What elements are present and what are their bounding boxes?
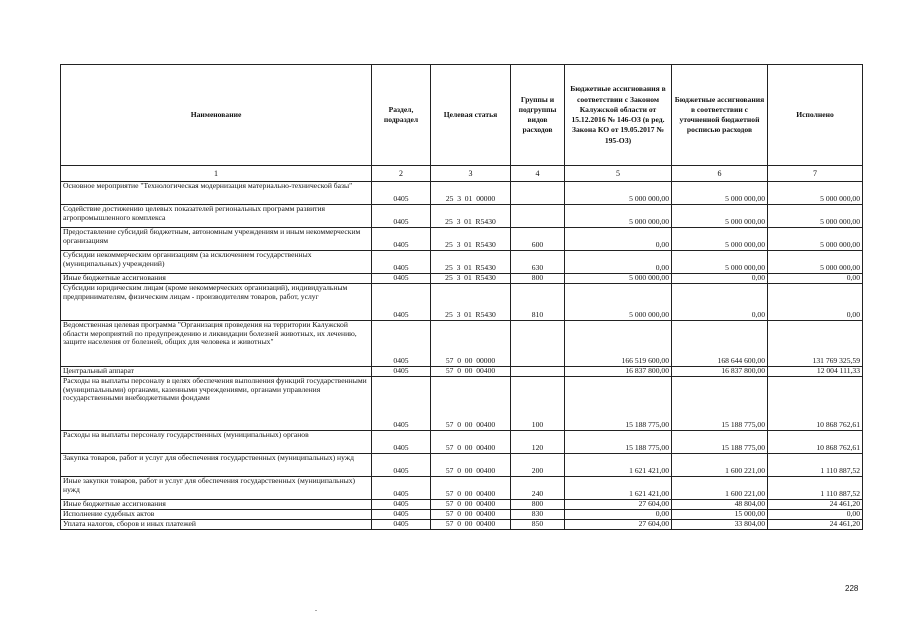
row-group	[511, 367, 565, 377]
row-refined: 1 600 221,00	[672, 477, 768, 500]
row-executed: 10 868 762,61	[768, 377, 863, 431]
row-article: 57 0 00 00400	[431, 454, 511, 477]
row-executed: 24 461,20	[768, 520, 863, 530]
row-name: Расходы на выплаты персоналу в целях обеспечения выполнения функций государственными (муниципальными) органами, казенными учреждениями, органами управления государственными внебюджетными фондами	[61, 377, 372, 431]
row-executed: 0,00	[768, 274, 863, 284]
row-name: Иные бюджетные ассигнования	[61, 274, 372, 284]
row-assigned: 5 000 000,00	[565, 284, 672, 321]
header-assigned: Бюджетные ассигнования в соответствии с Законом Калужской области от 15.12.2016 № 146-ОЗ (в ред. Закона КО от 19.05.2017 № 195-ОЗ)	[565, 65, 672, 166]
row-group: 850	[511, 520, 565, 530]
row-assigned: 0,00	[565, 251, 672, 274]
column-number: 4	[511, 166, 565, 182]
row-article: 25 3 01 R5430	[431, 205, 511, 228]
row-executed: 5 000 000,00	[768, 228, 863, 251]
row-name: Субсидии юридическим лицам (кроме некоммерческих организаций), индивидуальным предпринимателям, физическим лицам - производителям товаров, работ, услуг	[61, 284, 372, 321]
row-group: 800	[511, 274, 565, 284]
row-group: 120	[511, 431, 565, 454]
row-group	[511, 182, 565, 205]
row-name: Иные закупки товаров, работ и услуг для обеспечения государственных (муниципальных) нужд	[61, 477, 372, 500]
row-section: 0405	[372, 274, 431, 284]
row-executed: 1 110 887,52	[768, 454, 863, 477]
row-refined: 15 188 775,00	[672, 431, 768, 454]
table-row	[61, 510, 863, 520]
row-name: Субсидии некоммерческим организациям (за исключением государственных (муниципальных) учреждений)	[61, 251, 372, 274]
row-refined: 16 837 800,00	[672, 367, 768, 377]
row-executed: 24 461,20	[768, 500, 863, 510]
table-body	[61, 182, 863, 530]
row-name: Уплата налогов, сборов и иных платежей	[61, 520, 372, 530]
row-name: Основное мероприятие "Технологическая модернизация материально-технической базы"	[61, 182, 372, 205]
row-article: 57 0 00 00400	[431, 431, 511, 454]
table-row	[61, 228, 863, 251]
row-section: 0405	[372, 321, 431, 367]
header-group: Группы и подгруппы видов расходов	[511, 65, 565, 166]
row-section: 0405	[372, 228, 431, 251]
row-section: 0405	[372, 454, 431, 477]
row-assigned: 5 000 000,00	[565, 205, 672, 228]
row-article: 25 3 01 R5430	[431, 228, 511, 251]
row-group: 810	[511, 284, 565, 321]
row-assigned: 5 000 000,00	[565, 182, 672, 205]
column-number: 7	[768, 166, 863, 182]
table-row	[61, 377, 863, 431]
column-number: 3	[431, 166, 511, 182]
row-refined: 5 000 000,00	[672, 205, 768, 228]
row-executed: 5 000 000,00	[768, 182, 863, 205]
row-article: 25 3 01 R5430	[431, 251, 511, 274]
header-article: Целевая статья	[431, 65, 511, 166]
row-article: 57 0 00 00400	[431, 377, 511, 431]
row-group: 830	[511, 510, 565, 520]
row-article: 57 0 00 00000	[431, 321, 511, 367]
table-row	[61, 500, 863, 510]
column-number: 6	[672, 166, 768, 182]
row-group: 240	[511, 477, 565, 500]
table-header-row	[61, 65, 863, 166]
row-name: Предоставление субсидий бюджетным, автономным учреждениям и иным некоммерческим организациям	[61, 228, 372, 251]
row-section: 0405	[372, 205, 431, 228]
row-executed: 0,00	[768, 510, 863, 520]
row-executed: 5 000 000,00	[768, 205, 863, 228]
row-assigned: 15 188 775,00	[565, 377, 672, 431]
column-number: 5	[565, 166, 672, 182]
row-refined: 0,00	[672, 284, 768, 321]
row-refined: 15 188 775,00	[672, 377, 768, 431]
table-row	[61, 205, 863, 228]
header-name: Наименование	[61, 65, 372, 166]
row-group	[511, 321, 565, 367]
table-row	[61, 284, 863, 321]
row-article: 57 0 00 00400	[431, 520, 511, 530]
row-refined: 1 600 221,00	[672, 454, 768, 477]
row-refined: 5 000 000,00	[672, 228, 768, 251]
row-article: 57 0 00 00400	[431, 367, 511, 377]
row-group: 200	[511, 454, 565, 477]
row-section: 0405	[372, 182, 431, 205]
row-section: 0405	[372, 500, 431, 510]
row-executed: 131 769 325,59	[768, 321, 863, 367]
footer-mark: .	[315, 604, 317, 613]
row-refined: 5 000 000,00	[672, 182, 768, 205]
row-section: 0405	[372, 431, 431, 454]
row-article: 57 0 00 00400	[431, 500, 511, 510]
header-refined: Бюджетные ассигнования в соответствии с уточненной бюджетной росписью расходов	[672, 65, 768, 166]
column-number: 1	[61, 166, 372, 182]
page-number: 228	[845, 584, 859, 593]
row-assigned: 1 621 421,00	[565, 477, 672, 500]
row-group: 600	[511, 228, 565, 251]
row-refined: 0,00	[672, 274, 768, 284]
row-refined: 15 000,00	[672, 510, 768, 520]
row-assigned: 27 604,00	[565, 520, 672, 530]
row-assigned: 1 621 421,00	[565, 454, 672, 477]
table-row	[61, 477, 863, 500]
row-assigned: 27 604,00	[565, 500, 672, 510]
row-section: 0405	[372, 477, 431, 500]
table-row	[61, 367, 863, 377]
table-row	[61, 520, 863, 530]
row-executed: 12 004 111,33	[768, 367, 863, 377]
row-refined: 5 000 000,00	[672, 251, 768, 274]
row-section: 0405	[372, 377, 431, 431]
budget-table	[60, 64, 863, 530]
header-executed: Исполнено	[768, 65, 863, 166]
row-executed: 5 000 000,00	[768, 251, 863, 274]
row-article: 57 0 00 00400	[431, 477, 511, 500]
row-name: Закупка товаров, работ и услуг для обеспечения государственных (муниципальных) нужд	[61, 454, 372, 477]
row-executed: 0,00	[768, 284, 863, 321]
row-section: 0405	[372, 520, 431, 530]
row-assigned: 15 188 775,00	[565, 431, 672, 454]
row-assigned: 0,00	[565, 228, 672, 251]
row-name: Иные бюджетные ассигнования	[61, 500, 372, 510]
row-name: Расходы на выплаты персоналу государственных (муниципальных) органов	[61, 431, 372, 454]
row-group: 100	[511, 377, 565, 431]
row-section: 0405	[372, 251, 431, 274]
row-assigned: 16 837 800,00	[565, 367, 672, 377]
table-row	[61, 431, 863, 454]
row-assigned: 166 519 600,00	[565, 321, 672, 367]
row-article: 25 3 01 R5430	[431, 274, 511, 284]
header-section: Раздел, подраздел	[372, 65, 431, 166]
row-refined: 33 804,00	[672, 520, 768, 530]
row-assigned: 0,00	[565, 510, 672, 520]
table-row	[61, 251, 863, 274]
row-group: 800	[511, 500, 565, 510]
row-article: 25 3 01 R5430	[431, 284, 511, 321]
row-name: Исполнение судебных актов	[61, 510, 372, 520]
row-name: Содействие достижению целевых показателей региональных программ развития агропромышленного комплекса	[61, 205, 372, 228]
row-refined: 48 804,00	[672, 500, 768, 510]
row-name: Ведомственная целевая программа "Организация проведения на территории Калужской области мероприятий по предупреждению и ликвидации болезней животных, их лечению, защите населения от болезней, общих для человека и животных"	[61, 321, 372, 367]
row-section: 0405	[372, 510, 431, 520]
row-name: Центральный аппарат	[61, 367, 372, 377]
column-number-row	[61, 166, 863, 182]
table-row	[61, 274, 863, 284]
row-refined: 168 644 600,00	[672, 321, 768, 367]
row-group	[511, 205, 565, 228]
row-section: 0405	[372, 284, 431, 321]
table-row	[61, 182, 863, 205]
row-section: 0405	[372, 367, 431, 377]
row-article: 25 3 01 00000	[431, 182, 511, 205]
row-article: 57 0 00 00400	[431, 510, 511, 520]
column-number: 2	[372, 166, 431, 182]
table-row	[61, 454, 863, 477]
row-executed: 10 868 762,61	[768, 431, 863, 454]
row-assigned: 5 000 000,00	[565, 274, 672, 284]
row-executed: 1 110 887,52	[768, 477, 863, 500]
table-row	[61, 321, 863, 367]
row-group: 630	[511, 251, 565, 274]
